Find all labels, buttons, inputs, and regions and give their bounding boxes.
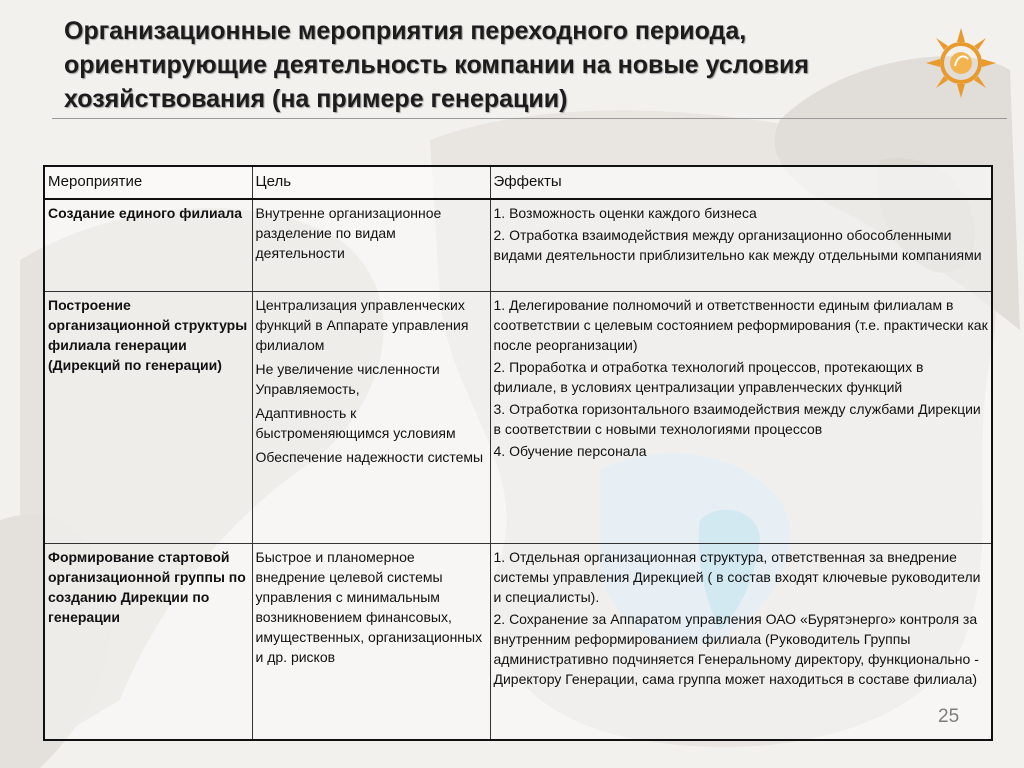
table-header-row (44, 166, 992, 199)
measure-cell: Формирование стартовой организационной группы по созданию Дирекции по генерации (44, 543, 252, 740)
goal-item: Не увеличение численности Управляемость, (255, 360, 440, 397)
goal-item: Быстрое и планомерное внедрение целевой системы управления с минимальным возникновением финансовых, имущественных, организационных и др. рисков (255, 548, 483, 665)
sun-logo-icon (924, 26, 998, 100)
measures-table (43, 165, 993, 741)
table-row (44, 291, 992, 543)
table-row (44, 543, 992, 740)
title-line-3: хозяйствования (на примере генерации) (64, 85, 568, 113)
column-header-measure: Мероприятие (44, 166, 252, 199)
goal-cell (252, 291, 490, 543)
effects-cell (490, 291, 992, 543)
goal-item: Централизация управленческих функций в Аппарате управления филиалом (255, 296, 469, 353)
table-row (44, 199, 992, 291)
column-header-goal: Цель (252, 166, 490, 199)
title-underline (52, 118, 1007, 119)
column-header-effects: Эффекты (490, 166, 992, 199)
effect-item: 2. Сохранение за Аппаратом управления ОАО «Бурятэнерго» контроля за внутренним реформированием филиала (Руководитель Группы административно подчиняется Генеральному директору, функционально - Директору Генерации, сама группа может находиться в составе филиала) (493, 610, 979, 687)
goal-item: Адаптивность к быстроменяющимся условиям (255, 404, 456, 441)
slide-title (64, 14, 924, 116)
effect-item: 2. Отработка взаимодействия между организационно обособленными видами деятельности приблизительно как между отдельными компаниями (493, 227, 982, 263)
title-line-2: ориентирующие деятельность компании на новые условия (64, 51, 809, 79)
goal-item: Внутренне организационное разделение по видам деятельности (255, 205, 442, 261)
measure-cell: Создание единого филиала (44, 199, 252, 291)
effect-item: 2. Проработка и отработка технологий процессов, протекающих в филиале, в условиях централизации управленческих функций (493, 358, 924, 395)
effects-cell (490, 543, 992, 740)
effect-item: 1. Отдельная организационная структура, ответственная за внедрение системы управления Дирекцией ( в состав входят ключевые руководители и специалисты). (493, 548, 981, 605)
goal-cell (252, 199, 490, 291)
effect-item: 3. Отработка горизонтального взаимодействия между службами Дирекции в соответствии с новыми технологиями процессов (493, 400, 981, 437)
effect-item: 1. Делегирование полномочий и ответственности единым филиалам в соответствии с целевым состоянием реформирования (т.е. практически как после реорганизации) (493, 296, 988, 353)
title-line-1: Организационные мероприятия переходного периода, (64, 17, 747, 45)
goal-item: Обеспечение надежности системы (255, 448, 484, 465)
effects-cell (490, 199, 992, 291)
goal-cell (252, 543, 490, 740)
page-number: 25 (938, 706, 960, 727)
effect-item: 4. Обучение персонала (493, 442, 647, 459)
measure-cell: Построение организационной структуры филиала генерации (Дирекций по генерации) (44, 291, 252, 543)
effect-item: 1. Возможность оценки каждого бизнеса (493, 205, 757, 221)
